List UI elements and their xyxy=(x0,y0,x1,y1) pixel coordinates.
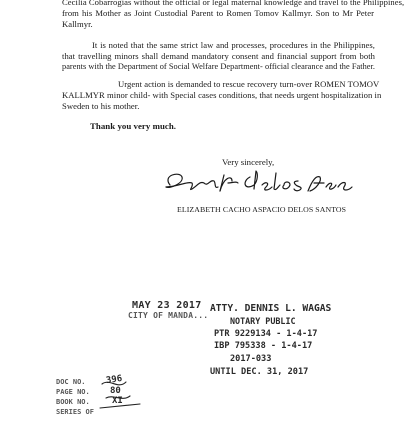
notary-until: UNTIL DEC. 31, 2017 xyxy=(210,367,309,377)
notary-stamp xyxy=(210,303,332,383)
doc-no-value: 396 xyxy=(105,373,123,387)
signer-name: ELIZABETH CACHO ASPACIO DELOS SANTOS xyxy=(177,205,347,214)
notary-ptr: PTR 9229134 - 1-4-17 xyxy=(214,329,318,339)
notary-ibp: IBP 795338 - 1-4-17 xyxy=(214,341,313,351)
page-no-value: 80 xyxy=(110,386,121,396)
book-no-value: XI xyxy=(112,396,123,406)
handwritten-signature xyxy=(158,167,358,197)
letter-para3-line-1: Urgent action is demanded to rescue recovery turn-over ROMEN TOMOV xyxy=(118,79,380,89)
letter-line-top-3: Kallmyr. xyxy=(62,19,93,29)
page-no-label: PAGE NO. xyxy=(56,388,90,396)
notary-number: 2017-033 xyxy=(230,354,272,364)
date-received-stamp: MAY 23 2017 xyxy=(132,300,202,311)
letter-line-top-2: from his Mother as Joint Custodial Parent to Romen Tomov Kallmyr. Son to Mr Peter xyxy=(62,8,374,18)
doc-number-block xyxy=(56,373,176,423)
letter-para3-line-3: Sweden to his mother. xyxy=(62,101,140,111)
book-no-label: BOOK NO. xyxy=(56,398,90,406)
letter-para3-line-2: KALLMYR minor child- with Special cases conditions, that needs urgent hospitalization in xyxy=(62,90,382,100)
letter-para2-line-1: It is noted that the same strict law and processes, procedures in the Philippines, xyxy=(92,40,375,50)
handwritten-scribble xyxy=(96,373,156,416)
closing-salutation: Very sincerely, xyxy=(222,157,275,167)
letter-line-top-1: Cecilia Cobarrogias without the official or legal maternal knowledge and travel to the Philippines, xyxy=(62,0,405,7)
notary-name: ATTY. DENNIS L. WAGAS xyxy=(210,303,332,314)
letter-para2-line-2: that travelling minors shall demand mandatory consent and financial support from both xyxy=(62,51,375,61)
date-stamp-location: CITY OF MANDA... xyxy=(128,311,209,320)
series-label: SERIES OF xyxy=(56,408,94,416)
notary-title: NOTARY PUBLIC xyxy=(230,316,296,326)
letter-para2-line-3: parents with the Department of Social Welfare Department- official clearance and the Father. xyxy=(62,62,376,71)
thank-you-line: Thank you very much. xyxy=(90,121,177,131)
doc-no-label: DOC NO. xyxy=(56,378,86,386)
